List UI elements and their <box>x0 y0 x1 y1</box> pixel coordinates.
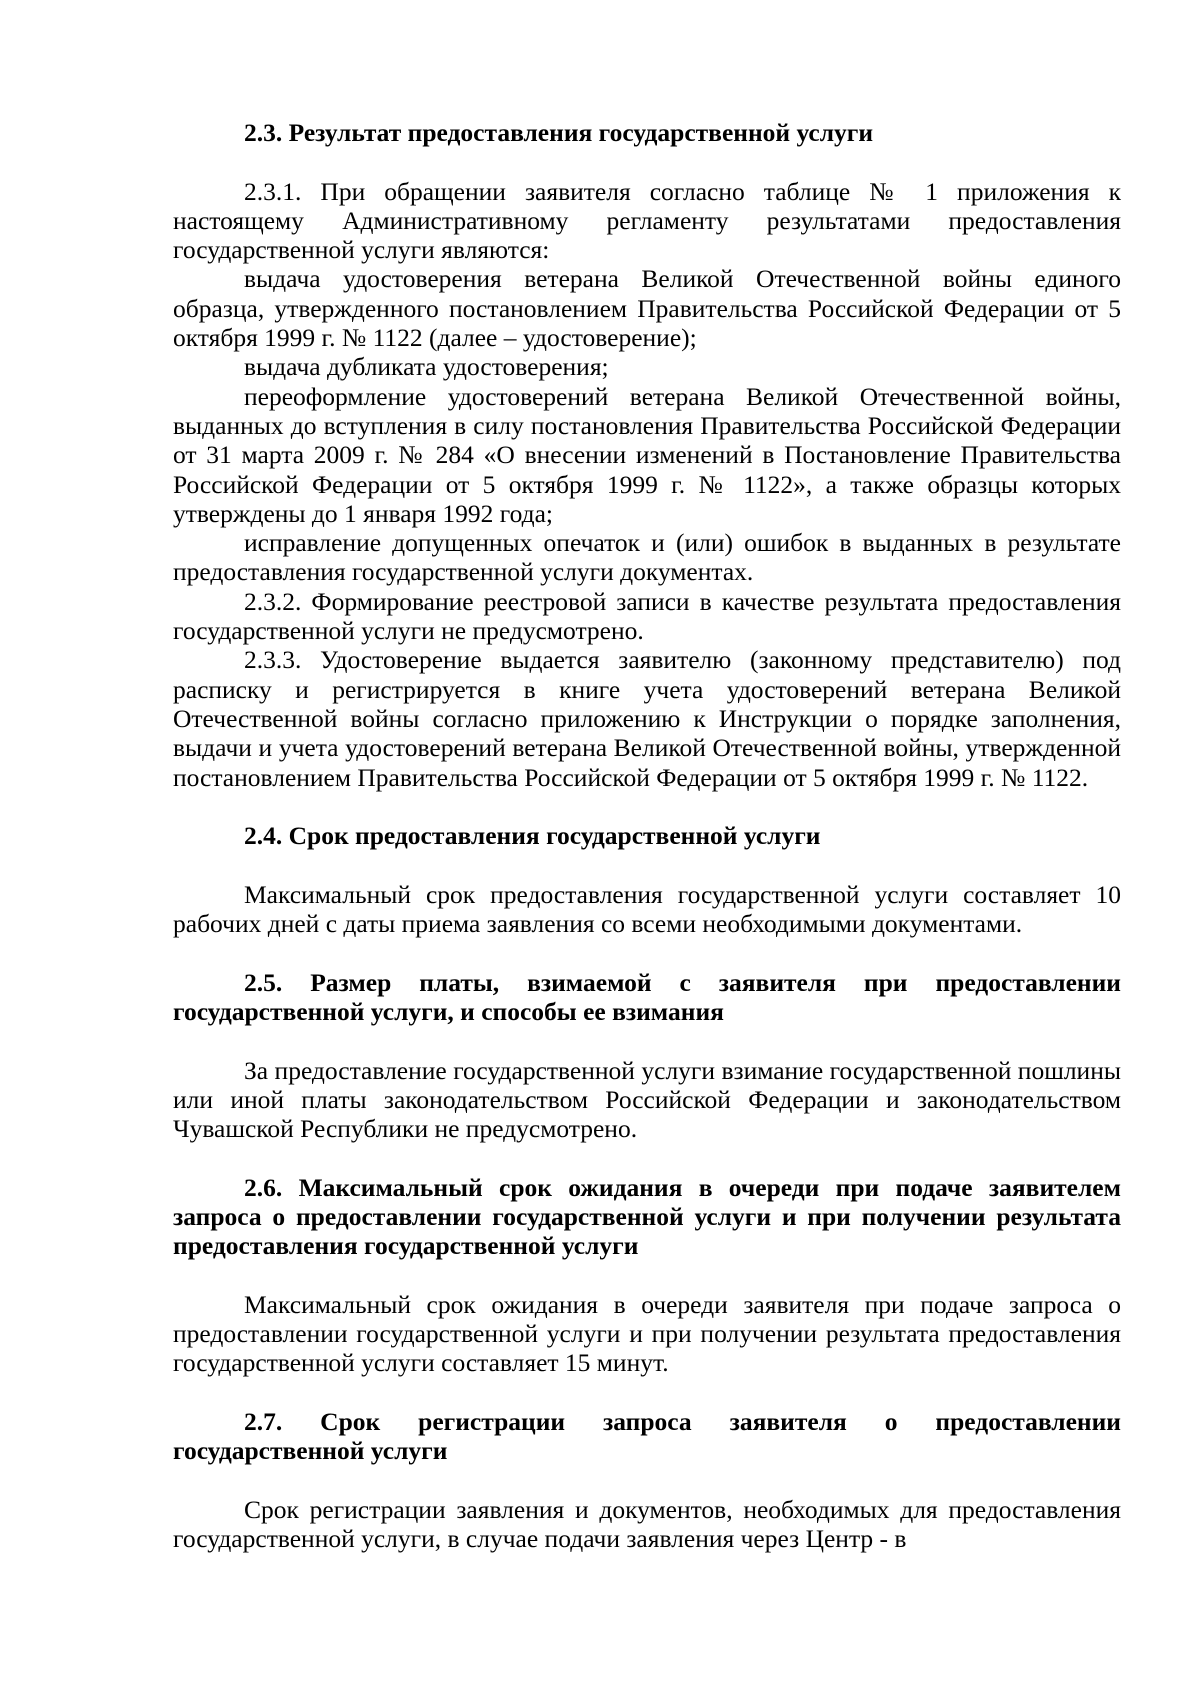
section-2-5-heading: 2.5. Размер платы, взимаемой с заявителя при предоставлении государственной услуги, и способы ее взимания <box>173 967 1121 1026</box>
section-2-3-paragraph: 2.3.1. При обращении заявителя согласно таблице № 1 приложения к настоящему Административному регламенту результатами предоставления государственной услуги являются: <box>173 176 1121 265</box>
section-2-3-paragraph: исправление допущенных опечаток и (или) ошибок в выданных в результате предоставления государственной услуги документах. <box>173 528 1121 587</box>
section-2-7-paragraph: Срок регистрации заявления и документов, необходимых для предоставления государственной услуги, в случае подачи заявления через Центр - в <box>173 1494 1121 1554</box>
section-2-6-paragraph: Максимальный срок ожидания в очереди заявителя при подаче запроса о предоставлении государственной услуги и при получении результата предоставления государственной услуги составляет 15 минут. <box>173 1289 1121 1378</box>
section-2-6-heading: 2.6. Максимальный срок ожидания в очереди при подаче заявителем запроса о предоставлении государственной услуги и при получении результата предоставления государственной услуги <box>173 1172 1121 1261</box>
document-page <box>173 118 1121 1554</box>
section-2-5-paragraph: За предоставление государственной услуги взимание государственной пошлины или иной платы законодательством Российской Федерации и законодательством Чувашской Республики не предусмотрено. <box>173 1055 1121 1144</box>
section-2-7-heading: 2.7. Срок регистрации запроса заявителя о предоставлении государственной услуги <box>173 1407 1121 1466</box>
section-2-3-paragraph: выдача дубликата удостоверения; <box>244 352 609 382</box>
section-2-3-paragraph: переоформление удостоверений ветерана Великой Отечественной войны, выданных до вступления в силу постановления Правительства Российской Федерации от 31 марта 2009 г. № 284 «О внесении изменений в Постановление Правительства Российской Федерации от 5 октября 1999 г. № 1122», а также образцы которых утверждены до 1 января 1992 года; <box>173 381 1121 528</box>
section-2-4-heading: 2.4. Срок предоставления государственной услуги <box>244 821 821 851</box>
section-2-4-paragraph: Максимальный срок предоставления государственной услуги составляет 10 рабочих дней с даты приема заявления со всеми необходимыми документами. <box>173 879 1121 939</box>
section-2-3-paragraph: 2.3.2. Формирование реестровой записи в качестве результата предоставления государственной услуги не предусмотрено. <box>173 586 1121 646</box>
section-2-3-paragraph: выдача удостоверения ветерана Великой Отечественной войны единого образца, утвержденного постановлением Правительства Российской Федерации от 5 октября 1999 г. № 1122 (далее – удостоверение); <box>173 264 1121 353</box>
section-2-3-paragraph: 2.3.3. Удостоверение выдается заявителю (законному представителю) под расписку и регистрируется в книге учета удостоверений ветерана Великой Отечественной войны согласно приложению к Инструкции о порядке заполнения, выдачи и учета удостоверений ветерана Великой Отечественной войны, утвержденной постановлением Правительства Российской Федерации от 5 октября 1999 г. № 1122. <box>173 645 1121 792</box>
section-2-3-heading: 2.3. Результат предоставления государственной услуги <box>244 118 874 147</box>
